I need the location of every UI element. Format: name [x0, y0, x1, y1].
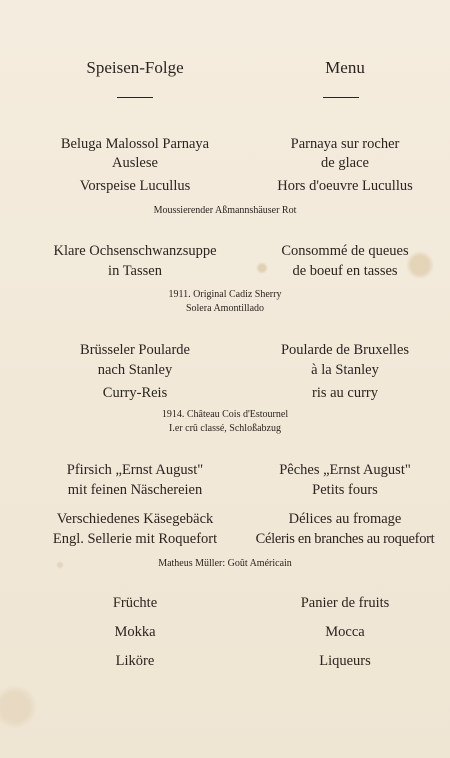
dish-de: Verschiedenes Käsegebäck	[56, 511, 214, 527]
dish-de: Früchte	[112, 595, 158, 611]
dish-fr: Céleris en branches au roquefort	[255, 531, 435, 547]
dish-de: Pfirsich „Ernst August"	[66, 462, 204, 478]
dish-fr: de boeuf en tasses	[292, 263, 398, 279]
wine-pairing: Moussierender Aßmannshäuser Rot	[153, 205, 297, 216]
dish-fr: de glace	[321, 155, 369, 171]
dish-fr: Consommé de queues	[281, 243, 409, 259]
header-german: Speisen-Folge	[86, 58, 184, 77]
header-french: Menu	[325, 58, 365, 77]
dish-fr: Panier de fruits	[300, 595, 390, 611]
dish-de: mit feinen Näschereien	[67, 482, 203, 498]
dish-fr: à la Stanley	[311, 362, 379, 378]
dish-de: Liköre	[115, 653, 155, 669]
dish-fr: Hors d'oeuvre Lucullus	[277, 178, 413, 194]
dish-fr: Délices au fromage	[288, 511, 402, 527]
dish-de: in Tassen	[108, 263, 162, 279]
wine-pairing: Matheus Müller: Goût Américain	[158, 558, 292, 569]
dish-de: Klare Ochsenschwanzsuppe	[53, 243, 217, 259]
dish-fr: Parnaya sur rocher	[290, 136, 400, 152]
header-rule-right	[323, 97, 359, 98]
dish-de: Auslese	[112, 155, 158, 171]
dish-fr: ris au curry	[311, 385, 379, 401]
dish-de: Engl. Sellerie mit Roquefort	[52, 531, 218, 547]
wine-pairing: I.er crû classé, Schloßabzug	[169, 423, 281, 434]
wine-pairing: Solera Amontillado	[185, 303, 265, 314]
dish-de: nach Stanley	[97, 362, 173, 378]
dish-de: Curry-Reis	[102, 385, 168, 401]
dish-fr: Mocca	[325, 624, 365, 640]
dish-fr: Pêches „Ernst August"	[279, 462, 411, 478]
dish-de: Vorspeise Lucullus	[79, 178, 191, 194]
dish-fr: Poularde de Bruxelles	[280, 342, 410, 358]
dish-de: Beluga Malossol Parnaya	[60, 136, 210, 152]
dish-fr: Petits fours	[312, 482, 378, 498]
wine-pairing: 1911. Original Cadiz Sherry	[168, 289, 282, 300]
dish-fr: Liqueurs	[319, 653, 371, 669]
header-rule-left	[117, 97, 153, 98]
dish-de: Brüsseler Poularde	[80, 342, 190, 358]
dish-de: Mokka	[114, 624, 156, 640]
wine-pairing: 1914. Château Cois d'Estournel	[161, 409, 289, 420]
